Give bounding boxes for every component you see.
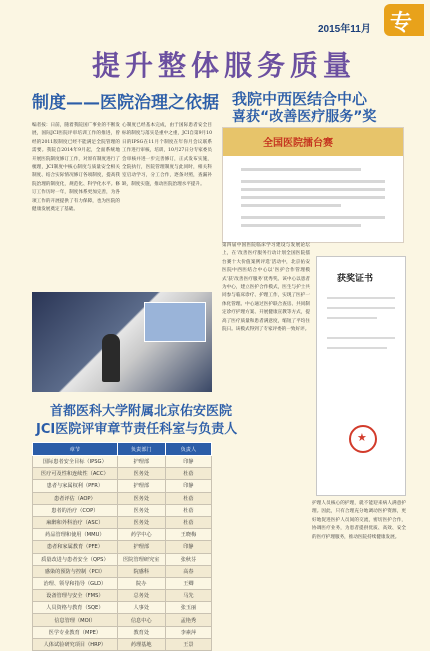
table-cell: 医学专业教育（MPE） xyxy=(33,626,118,638)
award-line xyxy=(241,168,361,171)
table-cell: 张秋芬 xyxy=(165,553,211,565)
table-row xyxy=(33,565,212,577)
table-cell: 王卿 xyxy=(165,577,211,589)
table-cell: 医疗可及性和连续性（ACC） xyxy=(33,468,118,480)
table-row xyxy=(33,590,212,602)
photo-caption-line2: JCI医院评审章节责任科室与负责人 xyxy=(36,422,238,437)
cert-line xyxy=(327,337,395,339)
table-header-cell: 章节 xyxy=(33,443,118,456)
table-cell: 药品管理和使用（MMU） xyxy=(33,529,118,541)
table-cell: 杜蓓 xyxy=(165,492,211,504)
table-row xyxy=(33,492,212,504)
table-row xyxy=(33,638,212,650)
right-article-title-1: 我院中西医结合中心 xyxy=(232,90,368,108)
cert-line xyxy=(327,307,395,309)
award-line xyxy=(241,224,361,227)
table-cell: 印静 xyxy=(165,541,211,553)
table-cell: 麻醉和外科治疗（ASC） xyxy=(33,516,118,528)
award-line xyxy=(241,196,385,199)
table-cell: 院办 xyxy=(117,577,165,589)
certificate-title: 获奖证书 xyxy=(337,274,374,284)
table-cell: 孟艳秀 xyxy=(165,614,211,626)
table-cell: 患者的治疗（COP） xyxy=(33,504,118,516)
table-cell: 医务处 xyxy=(117,468,165,480)
table-header-cell: 负责人 xyxy=(165,443,211,456)
table-cell: 教育处 xyxy=(117,626,165,638)
table-cell: 张玉丽 xyxy=(165,602,211,614)
table-cell: 设备管理与安全（FMS） xyxy=(33,590,118,602)
cert-line xyxy=(327,347,387,349)
award-line xyxy=(241,204,341,207)
table-cell: 杜蓓 xyxy=(165,504,211,516)
speaker-figure xyxy=(102,334,120,382)
table-cell: 质量改进与患者安全（QPS） xyxy=(33,553,118,565)
table-cell: 印静 xyxy=(165,456,211,468)
table-row xyxy=(33,529,212,541)
award-certificate xyxy=(316,256,406,496)
table-row xyxy=(33,456,212,468)
photo-caption-line1: 首都医科大学附属北京佑安医院 xyxy=(50,404,233,419)
left-article-col1: 编者按：日前，随着我院国广事业的不断发展，国际JCI医院评审培训工作的推进，曾经的2011版制度已经不能满足全院管理的需要。我院自2014年9月起，全面系统地开展医院制度修订工作，对原有制度进行了梳理，JCI制度中核心制度与质量安全相关制度、结合实际情况修订各项制度，提高我院治理的制度化，规范化、科学化水平。修订工作历时一年，制度体系更加完善，为各项工作的开展提供了有力保障，也为医院的健康发展奠定了基础。 xyxy=(32,123,120,213)
table-cell: 医务处 xyxy=(117,504,165,516)
table-cell: 杜蓓 xyxy=(165,516,211,528)
table-row xyxy=(33,480,212,492)
issue-date: 2015年11月 xyxy=(318,24,371,35)
meeting-photo xyxy=(32,292,212,392)
table-cell: 护理部 xyxy=(117,456,165,468)
section-badge xyxy=(384,4,424,36)
award-line xyxy=(241,180,385,183)
table-row xyxy=(33,504,212,516)
table-cell: 人员资格与教育（SQE） xyxy=(33,602,118,614)
table-row xyxy=(33,516,212,528)
section-badge-label: 专 xyxy=(390,11,413,36)
table-cell: 医务处 xyxy=(117,492,165,504)
table-header-row xyxy=(33,443,212,456)
table-cell: 杜蓓 xyxy=(165,468,211,480)
table-cell: 患者与家属权利（PFR） xyxy=(33,480,118,492)
award-line xyxy=(241,216,385,219)
table-row xyxy=(33,626,212,638)
award-banner xyxy=(223,128,403,156)
table-cell: 护理部 xyxy=(117,541,165,553)
table-row xyxy=(33,553,212,565)
table-row xyxy=(33,541,212,553)
table-cell: 王景 xyxy=(165,638,211,650)
right-article-body-1: 第四届中国医院临床学习建设与发展论坛上，在‘改善医疗服务行动计划全国医院擂台赛十大价值案例评选’活动中，北京佑安医院中西医结合中心以‘医护合作管理模式’获‘改善医疗服务’优秀奖。该中心以患者为中心，建立医护合作模式，医生与护士共同参与临床诊疗、护理工作，实现了医护一体化管理。中心通过医护联合查房、共同制定诊疗护理方案、开展健康宣教等方式，提高了医疗质量和患者满意度，缩短了平均住院日。该模式得到了专家评委的一致好评。 xyxy=(222,243,310,333)
table-cell: 医院管理研究室 xyxy=(117,553,165,565)
right-article-title-2: 喜获“改善医疗服务”奖 xyxy=(232,109,377,125)
right-article-body-2: 护理人员核心的护理，就不能迎来病人满意护理。因此，只有合理充分地调动医护资源，更好地促进医护人员间的交流，密切医护合作，协调医疗业务，为患者提供优质、高效、安全的医疗护理服务，推动医院持续健康发展。 xyxy=(312,501,406,540)
table-cell: 药理基地 xyxy=(117,638,165,650)
table-cell: 马先 xyxy=(165,590,211,602)
table-cell: 护理部 xyxy=(117,480,165,492)
table-cell: 国际患者安全目标（IPSG） xyxy=(33,456,118,468)
table-cell: 感染的预防与控制（PCI） xyxy=(33,565,118,577)
table-cell: 患者评估（AOP） xyxy=(33,492,118,504)
responsibility-table xyxy=(32,442,212,651)
table-cell: 院感科 xyxy=(117,565,165,577)
table-row xyxy=(33,468,212,480)
page-header xyxy=(0,0,430,40)
award-banner-text: 全国医院擂台赛 xyxy=(263,138,333,149)
cert-line xyxy=(327,297,395,299)
table-cell: 治理、领导和指导（GLD） xyxy=(33,577,118,589)
table-cell: 李素萍 xyxy=(165,626,211,638)
page-title: 提升整体服务质量 xyxy=(92,49,357,82)
table-cell: 王晓梅 xyxy=(165,529,211,541)
cert-line xyxy=(327,317,377,319)
award-line xyxy=(241,188,385,191)
table-row xyxy=(33,577,212,589)
official-seal-icon: ★ xyxy=(349,425,377,453)
left-article-title: 制度——医院治理之依据 xyxy=(32,93,219,113)
table-cell: 药学中心 xyxy=(117,529,165,541)
table-cell: 印静 xyxy=(165,480,211,492)
table-cell: 患者和家属教育（PFE） xyxy=(33,541,118,553)
left-article-col2: 心制度已经基本完成，由于国际患者安全目标的制度与落实是重中之重，JCI自第9月10日的IPSG在11月个制度在年你月会议联系工作进行审核，培训，10月27日分专家委员会审核并进一步完善修订，正式发布实施，全院执行，医院管理制度与此同时，相关科室启动学习，分工合作，逐条对照，查漏补缺，制度实施，推动医院治理水平提升。 xyxy=(122,123,212,187)
table-cell: 高春 xyxy=(165,565,211,577)
table-cell: 信息中心 xyxy=(117,614,165,626)
table-header-cell: 负责部门 xyxy=(117,443,165,456)
award-screenshot xyxy=(222,127,404,243)
table-row xyxy=(33,602,212,614)
table-cell: 总务处 xyxy=(117,590,165,602)
table-cell: 人事处 xyxy=(117,602,165,614)
table-cell: 医务处 xyxy=(117,516,165,528)
table-row xyxy=(33,614,212,626)
table-cell: 信息管理（MOI） xyxy=(33,614,118,626)
table-cell: 人体试验研究项目（HRP） xyxy=(33,638,118,650)
projection-screen xyxy=(144,302,206,342)
